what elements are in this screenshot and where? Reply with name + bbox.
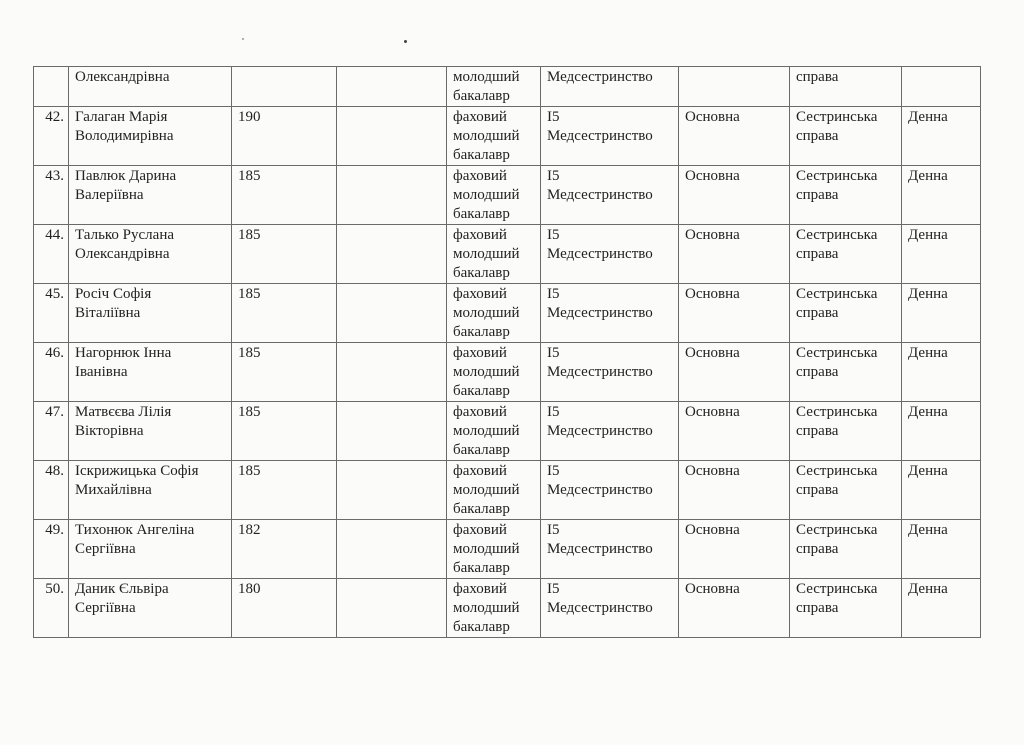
cell-number: 45. [34,284,69,343]
cell-full-name-line: Іванівна [75,364,128,380]
cell-funding-basis: Основна [679,343,790,402]
cell-funding-basis: Основна [679,225,790,284]
cell-education-level-line: бакалавр [453,501,510,517]
cell-study-form [902,67,981,107]
cell-program-line: Сестринська [796,345,878,361]
cell-program-line: справа [796,128,839,144]
cell-education-level-line: фаховий [453,109,507,125]
cell-study-form: Денна [902,107,981,166]
cell-full-name-line: Павлюк Дарина [75,168,177,184]
cell-empty [337,461,447,520]
cell-full-name [69,284,232,343]
cell-program [790,343,902,402]
cell-study-form: Денна [902,284,981,343]
cell-specialty [541,166,679,225]
cell-education-level [447,284,541,343]
cell-full-name-line: Даник Єльвіра [75,581,169,597]
cell-specialty-line: І5 [547,345,560,361]
cell-specialty-line: І5 [547,109,560,125]
cell-education-level [447,402,541,461]
cell-education-level-line: молодший [453,541,520,557]
table-row [34,284,981,343]
cell-number: 47. [34,402,69,461]
cell-full-name-line: Сергіївна [75,541,136,557]
cell-program-line: Сестринська [796,463,878,479]
cell-education-level-line: фаховий [453,463,507,479]
cell-program-line: Сестринська [796,522,878,538]
cell-full-name-line: Валеріївна [75,187,144,203]
cell-study-form: Денна [902,461,981,520]
cell-score: 185 [232,284,337,343]
cell-full-name [69,461,232,520]
cell-empty [337,225,447,284]
cell-empty [337,343,447,402]
cell-education-level-line: бакалавр [453,147,510,163]
cell-score: 185 [232,166,337,225]
table-body [34,67,981,638]
table-row [34,579,981,638]
cell-funding-basis: Основна [679,402,790,461]
cell-specialty-line: І5 [547,404,560,420]
table-row [34,107,981,166]
cell-empty [337,107,447,166]
cell-education-level [447,67,541,107]
cell-program-line: справа [796,423,839,439]
cell-program-line: Сестринська [796,227,878,243]
cell-program [790,520,902,579]
cell-number: 44. [34,225,69,284]
cell-full-name [69,107,232,166]
cell-program-line: справа [796,364,839,380]
table-row [34,461,981,520]
cell-empty [337,402,447,461]
cell-specialty [541,67,679,107]
cell-specialty-line: Медсестринство [547,187,653,203]
cell-specialty [541,343,679,402]
cell-education-level-line: бакалавр [453,442,510,458]
cell-program-line: Сестринська [796,168,878,184]
cell-study-form: Денна [902,579,981,638]
cell-education-level [447,461,541,520]
cell-score: 182 [232,520,337,579]
scan-speck [242,38,244,40]
applicants-table [33,66,981,638]
cell-education-level-line: фаховий [453,286,507,302]
cell-full-name-line: Володимирівна [75,128,174,144]
cell-program-line: справа [796,69,839,85]
cell-education-level-line: молодший [453,246,520,262]
cell-empty [337,520,447,579]
cell-program [790,67,902,107]
cell-education-level-line: бакалавр [453,560,510,576]
cell-specialty [541,461,679,520]
cell-specialty-line: І5 [547,286,560,302]
cell-specialty-line: І5 [547,581,560,597]
cell-specialty [541,579,679,638]
cell-education-level-line: молодший [453,482,520,498]
cell-education-level-line: фаховий [453,227,507,243]
cell-education-level [447,166,541,225]
cell-program-line: Сестринська [796,581,878,597]
cell-full-name-line: Росіч Софія [75,286,152,302]
cell-education-level-line: молодший [453,423,520,439]
cell-full-name-line: Михайлівна [75,482,152,498]
cell-number: 50. [34,579,69,638]
cell-program [790,225,902,284]
cell-education-level-line: фаховий [453,522,507,538]
cell-full-name-line: Іскрижицька Софія [75,463,199,479]
cell-score: 185 [232,343,337,402]
cell-specialty-line: І5 [547,227,560,243]
cell-specialty-line: Медсестринство [547,128,653,144]
cell-specialty-line: І5 [547,522,560,538]
cell-education-level-line: молодший [453,364,520,380]
cell-study-form: Денна [902,166,981,225]
cell-program-line: Сестринська [796,404,878,420]
cell-program-line: Сестринська [796,286,878,302]
cell-program [790,107,902,166]
cell-specialty-line: Медсестринство [547,364,653,380]
cell-education-level-line: молодший [453,128,520,144]
cell-program-line: справа [796,600,839,616]
cell-study-form: Денна [902,343,981,402]
cell-specialty-line: Медсестринство [547,482,653,498]
cell-full-name-line: Матвєєва Лілія [75,404,172,420]
cell-program [790,284,902,343]
cell-education-level-line: бакалавр [453,88,510,104]
cell-education-level-line: бакалавр [453,324,510,340]
cell-education-level-line: фаховий [453,345,507,361]
cell-program [790,402,902,461]
cell-education-level-line: молодший [453,69,520,85]
cell-education-level-line: фаховий [453,581,507,597]
cell-specialty [541,225,679,284]
cell-specialty-line: І5 [547,168,560,184]
cell-program [790,461,902,520]
cell-full-name-line: Олександрівна [75,246,170,262]
cell-education-level [447,343,541,402]
cell-study-form: Денна [902,402,981,461]
cell-number: 49. [34,520,69,579]
cell-specialty [541,107,679,166]
cell-education-level-line: бакалавр [453,206,510,222]
cell-full-name-line: Нагорнюк Інна [75,345,172,361]
cell-funding-basis [679,67,790,107]
cell-study-form: Денна [902,225,981,284]
cell-full-name-line: Віталіївна [75,305,141,321]
cell-funding-basis: Основна [679,461,790,520]
cell-specialty-line: Медсестринство [547,305,653,321]
cell-score: 180 [232,579,337,638]
cell-funding-basis: Основна [679,579,790,638]
cell-education-level-line: бакалавр [453,619,510,635]
cell-program [790,166,902,225]
cell-funding-basis: Основна [679,107,790,166]
cell-specialty [541,284,679,343]
table-row [34,166,981,225]
cell-specialty-line: Медсестринство [547,69,653,85]
cell-specialty-line: І5 [547,463,560,479]
cell-score: 190 [232,107,337,166]
cell-number [34,67,69,107]
cell-full-name-line: Олександрівна [75,69,170,85]
cell-funding-basis: Основна [679,166,790,225]
cell-program-line: справа [796,246,839,262]
cell-number: 42. [34,107,69,166]
cell-full-name [69,166,232,225]
cell-program [790,579,902,638]
cell-full-name-line: Талько Руслана [75,227,175,243]
cell-number: 43. [34,166,69,225]
cell-education-level-line: бакалавр [453,265,510,281]
cell-funding-basis: Основна [679,284,790,343]
cell-score: 185 [232,225,337,284]
cell-number: 46. [34,343,69,402]
scan-speck [404,40,407,43]
cell-education-level-line: фаховий [453,404,507,420]
table-row [34,225,981,284]
cell-full-name-line: Сергіївна [75,600,136,616]
cell-education-level [447,107,541,166]
cell-education-level-line: молодший [453,305,520,321]
cell-empty [337,166,447,225]
cell-program-line: справа [796,541,839,557]
cell-program-line: Сестринська [796,109,878,125]
cell-specialty-line: Медсестринство [547,423,653,439]
cell-score [232,67,337,107]
cell-number: 48. [34,461,69,520]
cell-education-level-line: бакалавр [453,383,510,399]
cell-full-name [69,402,232,461]
cell-score: 185 [232,402,337,461]
cell-empty [337,67,447,107]
table-row [34,402,981,461]
cell-specialty [541,402,679,461]
cell-empty [337,579,447,638]
cell-full-name [69,67,232,107]
cell-education-level-line: молодший [453,600,520,616]
table-row [34,520,981,579]
cell-full-name-line: Галаган Марія [75,109,168,125]
cell-full-name-line: Вікторівна [75,423,144,439]
cell-education-level-line: фаховий [453,168,507,184]
cell-program-line: справа [796,187,839,203]
cell-funding-basis: Основна [679,520,790,579]
cell-education-level-line: молодший [453,187,520,203]
cell-specialty-line: Медсестринство [547,246,653,262]
cell-full-name [69,225,232,284]
cell-specialty-line: Медсестринство [547,541,653,557]
table-row-continued [34,67,981,107]
cell-full-name [69,520,232,579]
cell-study-form: Денна [902,520,981,579]
cell-education-level [447,579,541,638]
cell-program-line: справа [796,305,839,321]
cell-education-level [447,225,541,284]
cell-specialty-line: Медсестринство [547,600,653,616]
table-row [34,343,981,402]
cell-empty [337,284,447,343]
cell-program-line: справа [796,482,839,498]
cell-specialty [541,520,679,579]
cell-score: 185 [232,461,337,520]
cell-full-name [69,343,232,402]
cell-full-name [69,579,232,638]
cell-education-level [447,520,541,579]
cell-full-name-line: Тихонюк Ангеліна [75,522,195,538]
